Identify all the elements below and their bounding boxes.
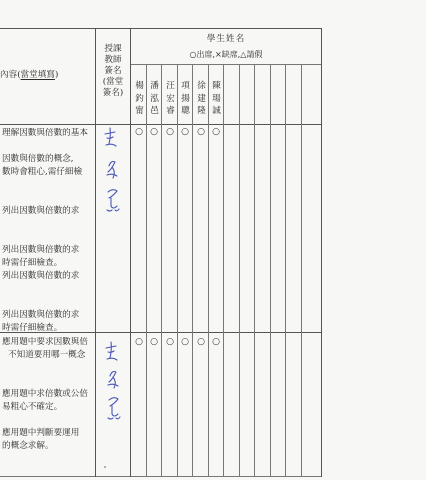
student-name: 汪宏睿 — [166, 81, 175, 116]
attendance-mark: ○ — [197, 337, 205, 347]
teacher-header-line: (當堂 — [102, 77, 124, 87]
content-line — [2, 297, 95, 310]
attendance-mark: ○ — [212, 337, 220, 347]
session1-content — [2, 128, 95, 336]
student-column-rule — [223, 64, 224, 477]
content-line: 應用題中要求因數與倍 — [2, 337, 88, 347]
content-column-header — [0, 70, 58, 81]
student-column-rule — [177, 64, 178, 477]
content-line: 時需仔細檢查。 — [2, 258, 63, 268]
teacher-header-line: 教師 — [104, 55, 122, 65]
attendance-mark: ○ — [166, 337, 174, 347]
content-line: 因數與倍數的概念, — [2, 154, 74, 164]
attendance-mark: ○ — [181, 337, 189, 347]
teacher-header-line: 授課 — [104, 44, 122, 54]
content-line — [2, 180, 95, 193]
content-line: 數時會粗心,需仔細檢 — [2, 167, 83, 177]
student-name: 楊釣甯 — [135, 81, 144, 116]
teacher-header-line: 簽名 — [104, 66, 122, 76]
content-line — [2, 219, 95, 232]
student-name: 陳瑒誠 — [212, 81, 221, 116]
content-line: 理解因數與倍數的基本 — [2, 128, 88, 138]
attendance-mark: ○ — [181, 127, 189, 137]
student-column-rule — [239, 64, 240, 477]
content-line: 列出因數與倍數的求 — [2, 206, 80, 216]
content-line: 列出因數與倍數的求 — [2, 271, 80, 281]
attendance-mark: ○ — [197, 127, 205, 137]
teacher-signature — [102, 340, 128, 426]
content-column-border — [95, 28, 96, 477]
content-line — [2, 193, 95, 206]
content-line: 時需仔細檢查。 — [2, 323, 63, 333]
legend-divider — [130, 64, 322, 65]
content-line: 的概念求解。 — [2, 441, 54, 451]
student-column-rule — [161, 64, 162, 477]
teacher-column-header — [97, 44, 129, 99]
content-line: 易粗心不確定。 — [2, 402, 63, 412]
student-column-rule — [146, 64, 147, 477]
student-column-rule — [208, 64, 209, 477]
content-line: 列出因數與倍數的求 — [2, 310, 80, 320]
content-line — [2, 232, 95, 245]
content-line — [2, 284, 95, 297]
student-name: 徐建隆 — [197, 81, 206, 116]
student-name: 項揚聰 — [181, 81, 190, 116]
table-top-border — [0, 28, 322, 29]
student-column-rule — [285, 64, 286, 477]
students-title: 學生姓名 — [206, 34, 246, 44]
content-line — [2, 376, 95, 389]
content-line — [2, 415, 95, 428]
content-line: 不知道要用哪一概念 — [8, 350, 86, 360]
content-header-label: 內容( — [0, 70, 21, 80]
content-line: 應用題中求倍數或公倍 — [2, 389, 88, 399]
student-column-rule — [192, 64, 193, 477]
attendance-mark: ○ — [135, 127, 143, 137]
content-line: 列出因數與倍數的求 — [2, 245, 80, 255]
scan-speck — [104, 466, 106, 468]
attendance-mark: ○ — [150, 127, 158, 137]
attendance-mark: ○ — [150, 337, 158, 347]
table-right-border — [321, 28, 322, 477]
student-column-rule — [254, 64, 255, 477]
student-name: 潘泓邑 — [150, 81, 159, 116]
teacher-header-line: 簽名) — [102, 88, 124, 98]
content-line: 應用題中判斷要運用 — [2, 428, 80, 438]
attendance-mark: ○ — [166, 127, 174, 137]
attendance-mark: ○ — [135, 337, 143, 347]
student-column-rule — [301, 64, 302, 477]
teacher-signature — [101, 126, 127, 218]
teacher-column-border — [130, 28, 131, 477]
content-line — [2, 141, 95, 154]
student-column-rule — [270, 64, 271, 477]
content-line — [2, 363, 95, 376]
session2-content — [2, 337, 95, 454]
attendance-mark: ○ — [212, 127, 220, 137]
content-header-close: ) — [54, 70, 59, 80]
content-header-underlined: 當堂填寫 — [20, 70, 55, 80]
attendance-legend: ○出席,×缺席,△請假 — [189, 50, 263, 59]
